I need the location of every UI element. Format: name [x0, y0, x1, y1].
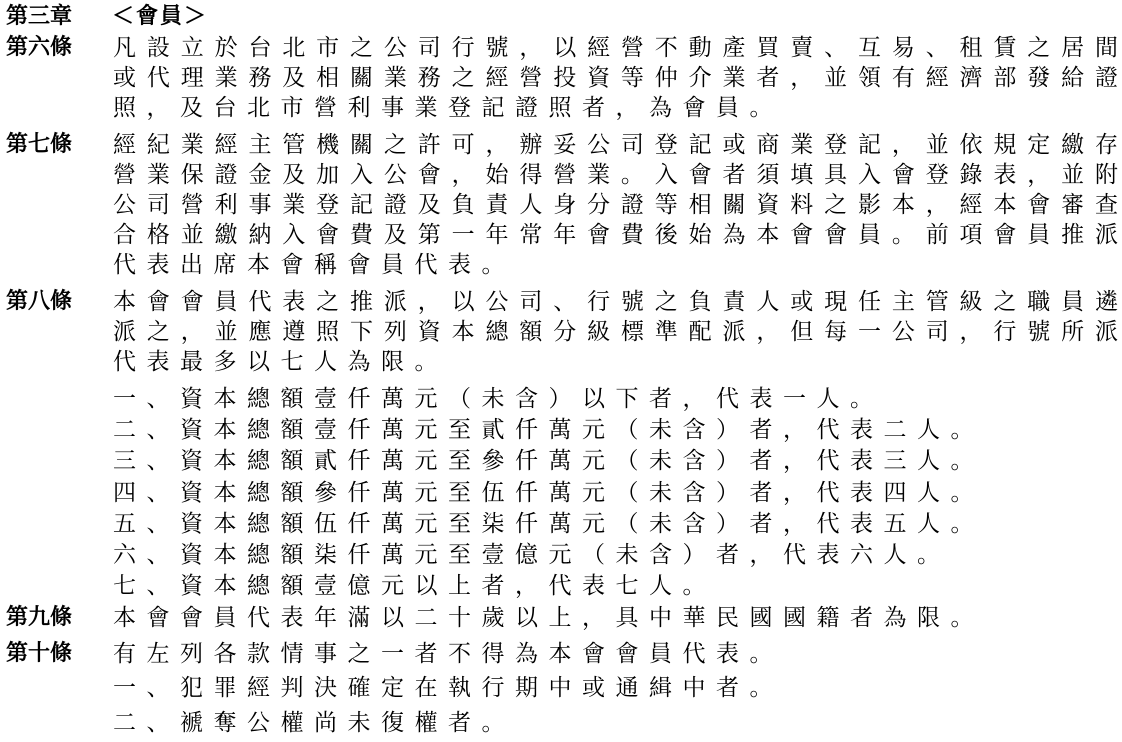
article-8-label: 第八條: [6, 289, 73, 314]
article-6-line-2: 或代理業務及相關業務之經營投資等仲介業者，並領有經濟部發給證: [113, 65, 1118, 91]
article-7-line-1: 經紀業經主管機關之許可，辦妥公司登記或商業登記，並依規定繳存: [113, 132, 1118, 158]
article-8-item-4: 四、資本總額參仟萬元至伍仟萬元（未含）者，代表四人。: [113, 480, 984, 506]
article-6-label: 第六條: [6, 35, 73, 60]
article-8-item-2: 二、資本總額壹仟萬元至貳仟萬元（未含）者，代表二人。: [113, 417, 984, 443]
article-8-line-2: 派之，並應遵照下列資本總額分級標準配派，但每一公司，行號所派: [113, 319, 1118, 345]
article-10-line-1: 有左列各款情事之一者不得為本會會員代表。: [113, 641, 783, 667]
chapter-label: 第三章: [6, 4, 73, 29]
article-8-line-3: 代表最多以七人為限。: [113, 349, 448, 375]
chapter-title: ＜會員＞: [112, 4, 209, 29]
article-8-item-5: 五、資本總額伍仟萬元至柒仟萬元（未含）者，代表五人。: [113, 511, 984, 537]
article-8-item-7: 七、資本總額壹億元以上者，代表七人。: [113, 573, 716, 599]
article-7-line-4: 合格並繳納入會費及第一年常年會費後始為本會會員。前項會員推派: [113, 222, 1118, 248]
article-8-item-6: 六、資本總額柒仟萬元至壹億元（未含）者，代表六人。: [113, 542, 951, 568]
article-7-label: 第七條: [6, 132, 73, 157]
article-7-line-3: 公司營利事業登記證及負責人身分證等相關資料之影本，經本會審查: [113, 192, 1118, 218]
article-8-line-1: 本會會員代表之推派，以公司、行號之負責人或現任主管級之職員遴: [113, 289, 1118, 315]
article-10-item-1: 一、犯罪經判決確定在執行期中或通緝中者。: [113, 675, 783, 701]
article-6-line-3: 照，及台北市營利事業登記證照者，為會員。: [113, 95, 783, 121]
article-9-label: 第九條: [6, 605, 73, 630]
article-9-line-1: 本會會員代表年滿以二十歲以上，具中華民國國籍者為限。: [113, 605, 984, 631]
article-7-line-5: 代表出席本會稱會員代表。: [113, 252, 515, 278]
article-8-item-3: 三、資本總額貳仟萬元至參仟萬元（未含）者，代表三人。: [113, 448, 984, 474]
article-7-line-2: 營業保證金及加入公會，始得營業。入會者須填具入會登錄表，並附: [113, 162, 1118, 188]
article-8-item-1: 一、資本總額壹仟萬元（未含）以下者，代表一人。: [113, 386, 884, 412]
article-6-line-1: 凡設立於台北市之公司行號，以經營不動產買賣、互易、租賃之居間: [113, 35, 1118, 61]
article-10-label: 第十條: [6, 641, 73, 666]
article-10-item-2: 二、褫奪公權尚未復權者。: [113, 710, 515, 736]
